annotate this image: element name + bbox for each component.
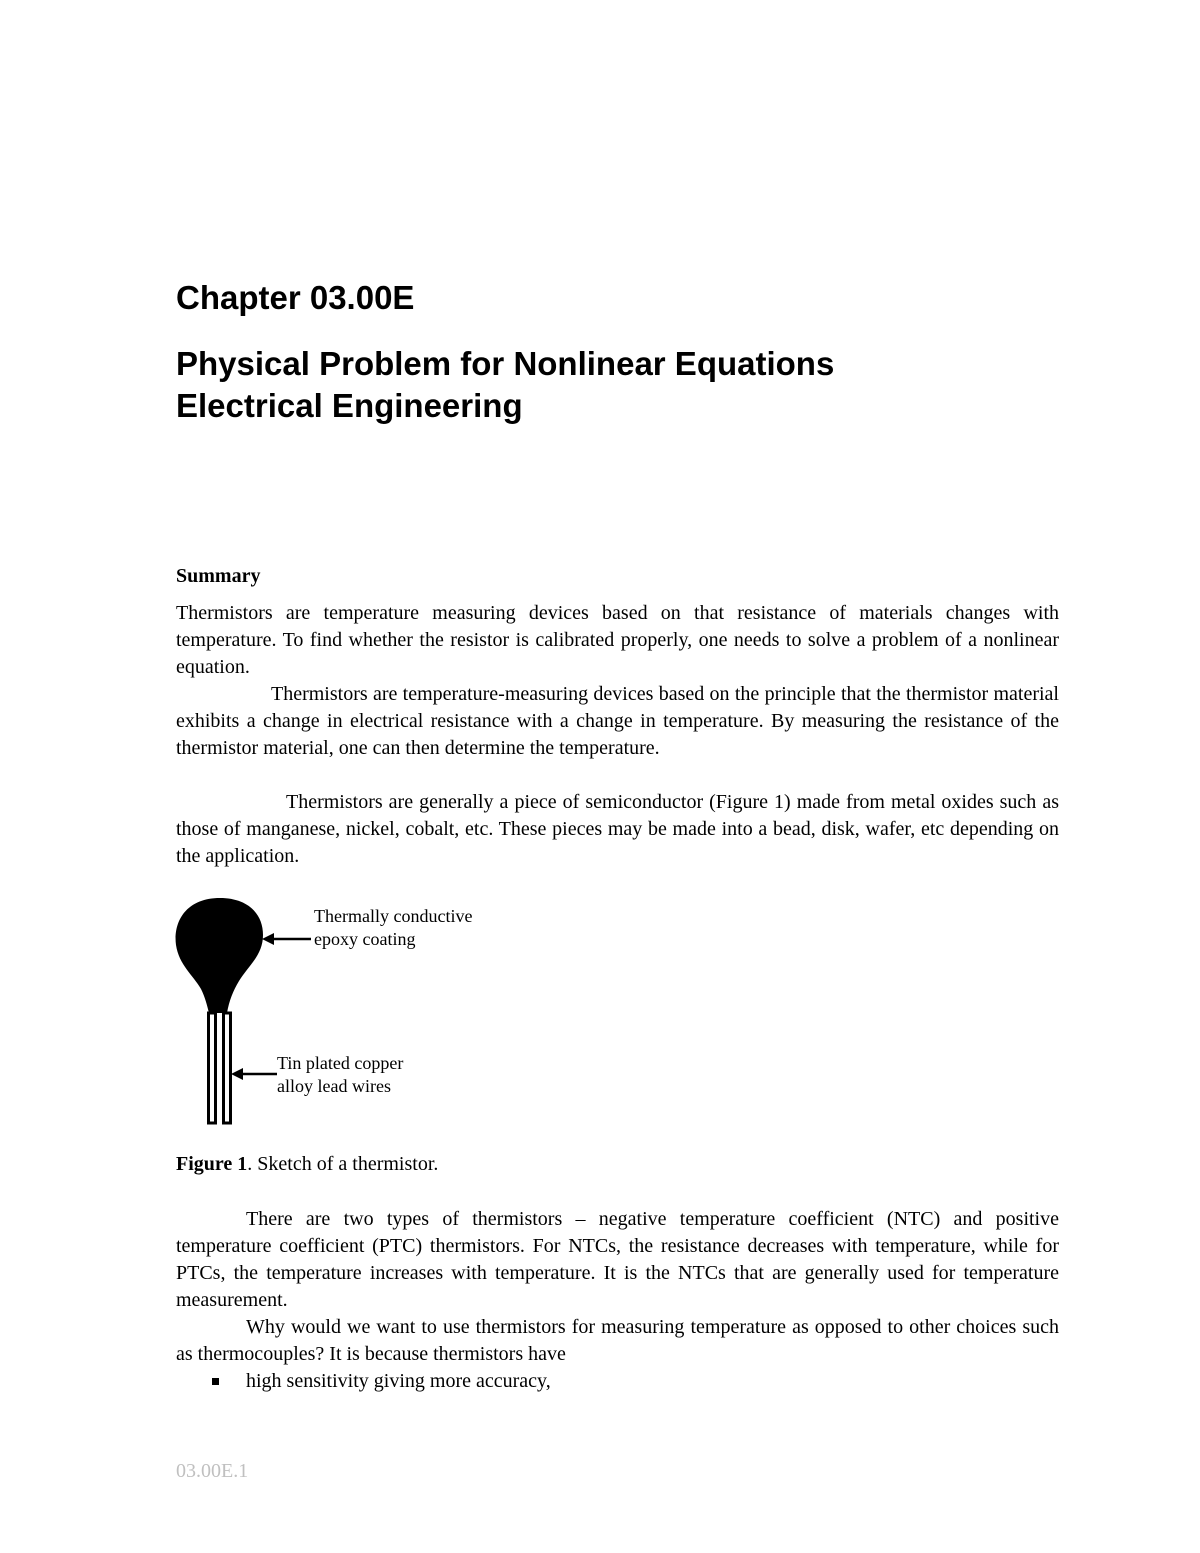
summary-paragraph-3: Thermistors are generally a piece of semiconductor (Figure 1) made from metal oxides such as those of manganese, nickel, cobalt, etc. These pieces may be made into a bead, disk, wafer, etc depending on the application. bbox=[176, 791, 1059, 867]
summary-paragraph-1: Thermistors are temperature measuring devices based on that resistance of materials changes with temperature. To find whether the resistor is calibrated properly, one needs to solve a problem of a nonlinear equation. bbox=[176, 602, 1059, 678]
body-paragraph-2: Why would we want to use thermistors for measuring temperature as opposed to other choices such as thermocouples? It is because thermistors have bbox=[176, 1316, 1059, 1365]
advantages-list bbox=[210, 1368, 551, 1395]
page-number: 03.00E.1 bbox=[176, 1460, 249, 1482]
lead-wire-left bbox=[209, 1013, 216, 1123]
wires-arrowhead bbox=[231, 1068, 243, 1080]
lead-wires-label: Tin plated copper alloy lead wires bbox=[277, 1053, 404, 1096]
epoxy-arrowhead bbox=[262, 933, 274, 945]
title-line-1: Physical Problem for Nonlinear Equations bbox=[176, 345, 835, 382]
body-paragraph-1: There are two types of thermistors – negative temperature coefficient (NTC) and positive temperature coefficient (PTC) thermistors. For NTCs, the resistance decreases with temperature, while for PTCs, the temperature increases with temperature. It is the NTCs that are generally used for temperature measurement. bbox=[176, 1208, 1059, 1311]
figure-caption-text: . Sketch of a thermistor. bbox=[247, 1153, 439, 1175]
square-bullet-icon bbox=[212, 1378, 219, 1385]
figure-caption-label: Figure 1 bbox=[176, 1153, 248, 1175]
list-item bbox=[210, 1368, 551, 1395]
epoxy-coating-label: Thermally conductive epoxy coating bbox=[314, 906, 473, 949]
lead-wire-right bbox=[224, 1013, 231, 1123]
title-line-2: Electrical Engineering bbox=[176, 387, 523, 424]
chapter-heading: Chapter 03.00E bbox=[176, 279, 415, 316]
summary-paragraph-2: Thermistors are temperature-measuring devices based on the principle that the thermistor material exhibits a change in electrical resistance with a change in temperature. By measuring the resistance of the thermistor material, one can then determine the temperature. bbox=[176, 683, 1059, 759]
summary-label: Summary bbox=[176, 565, 261, 587]
thermistor-bead bbox=[176, 898, 263, 1013]
figure-caption bbox=[176, 1151, 438, 1178]
list-item-text: high sensitivity giving more accuracy, bbox=[246, 1370, 551, 1392]
